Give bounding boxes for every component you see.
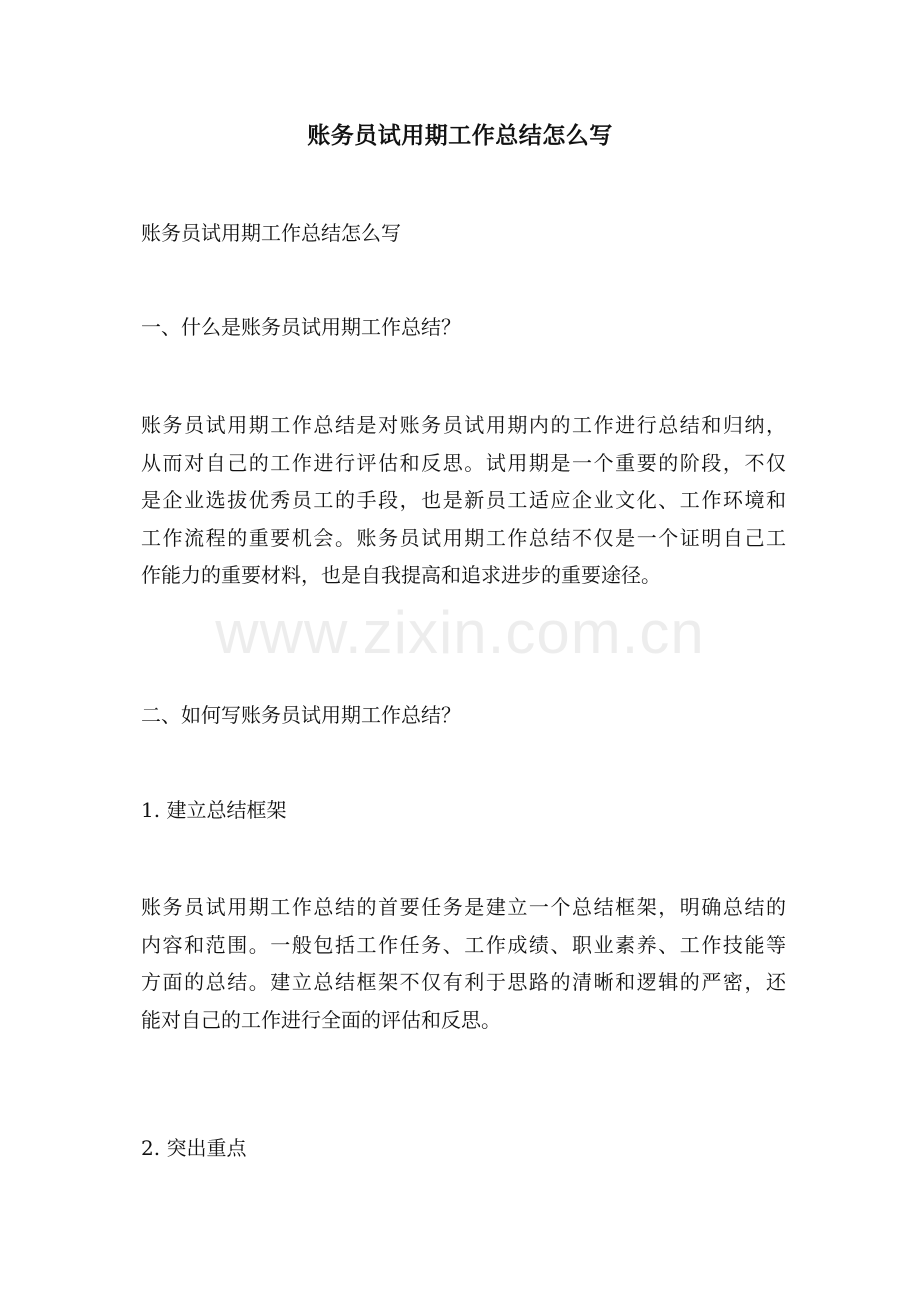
paragraph-line: 作能力的重要材料，也是自我提高和追求进步的重要途径。 <box>141 563 661 587</box>
paragraph-line: 工作流程的重要机会。账务员试用期工作总结不仅是一个证明自己工 <box>141 525 786 550</box>
document-subtitle: 账务员试用期工作总结怎么写 <box>141 221 401 245</box>
paragraph-line: 是企业选拔优秀员工的手段，也是新员工适应企业文化、工作环境和 <box>141 488 786 512</box>
paragraph-line: 从而对自己的工作进行评估和反思。试用期是一个重要的阶段，不仅 <box>141 450 786 475</box>
item-heading-focus: 2. 突出重点 <box>141 1136 247 1160</box>
paragraph-line: 账务员试用期工作总结的首要任务是建立一个总结框架，明确总结的 <box>141 895 786 919</box>
section-heading-how: 二、如何写账务员试用期工作总结？ <box>141 703 461 727</box>
paragraph-line: 能对自己的工作进行全面的评估和反思。 <box>141 1007 501 1032</box>
item1-paragraph <box>141 889 786 1039</box>
paragraph-line: 内容和范围。一般包括工作任务、工作成绩、职业素养、工作技能等 <box>141 932 786 957</box>
paragraph-line: 账务员试用期工作总结是对账务员试用期内的工作进行总结和归纳， <box>141 413 786 437</box>
watermark: www.zixin.com.cn <box>215 599 705 666</box>
document-title: 账务员试用期工作总结怎么写 <box>307 122 613 149</box>
paragraph-line: 方面的总结。建立总结框架不仅有利于思路的清晰和逻辑的严密，还 <box>141 970 786 994</box>
item-heading-framework: 1. 建立总结框架 <box>141 798 287 822</box>
section-heading-what: 一、什么是账务员试用期工作总结？ <box>141 315 461 339</box>
section1-paragraph <box>141 407 786 595</box>
